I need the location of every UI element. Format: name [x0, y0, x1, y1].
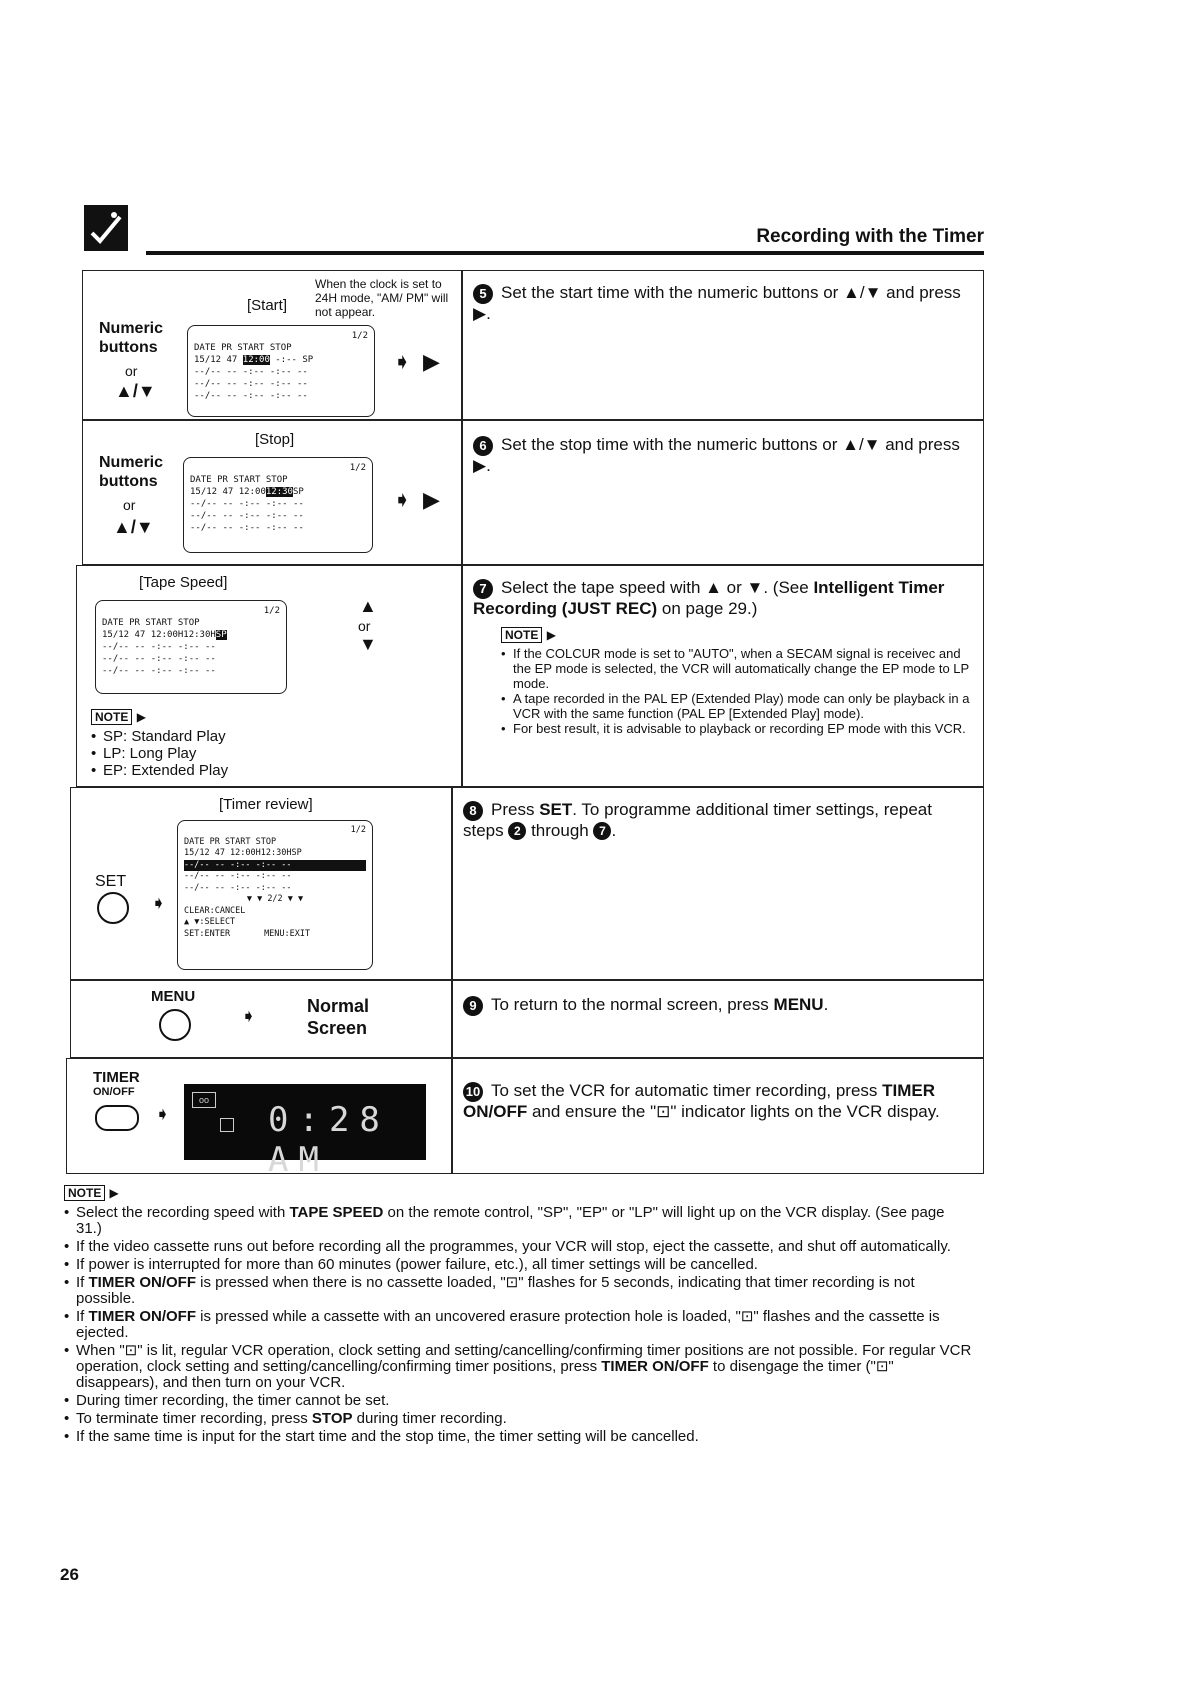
row4-right-cell	[452, 787, 984, 980]
play-arrow-icon: ▶	[423, 487, 440, 512]
section-logo-icon	[84, 205, 128, 251]
screen-pager: ▼ ▼ 2/2 ▼ ▼	[246, 894, 304, 904]
numeric-buttons-label: Numeric buttons	[99, 454, 164, 490]
screen-row: 15/12 47 12:00 -:-- SP	[194, 355, 314, 365]
row4-left-cell	[70, 787, 452, 980]
stop-screen	[183, 457, 373, 553]
screen-header: DATE PR START STOP	[190, 475, 288, 485]
screen-row: --/-- -- -:-- -:-- --	[184, 882, 292, 893]
screen-help: CLEAR:CANCEL	[184, 905, 246, 916]
next-arrow-icon: ➧	[393, 349, 412, 374]
start-screen	[187, 325, 375, 417]
bottom-notes	[64, 1185, 974, 1447]
row5-left-cell	[70, 980, 452, 1058]
list-item: • If the same time is input for the start time and the stop time, the timer setting will be cancelled.	[64, 1429, 974, 1445]
screen-header: DATE PR START STOP	[102, 618, 200, 628]
screen-page: 1/2	[350, 825, 366, 835]
menu-button[interactable]	[159, 1009, 191, 1041]
next-arrow-icon: ➧	[393, 487, 412, 512]
row1-right-cell	[462, 270, 984, 420]
header-rule	[146, 251, 984, 255]
tape-speed-label: [Tape Speed]	[139, 574, 228, 591]
note-badge: NOTE ▶	[64, 1185, 974, 1201]
list-item: • If TIMER ON/OFF is pressed while a cassette with an uncovered erasure protection hole is loaded, "⊡" flashes and the cassette is ejected.	[64, 1309, 974, 1341]
screen-row-selected: --/-- -- -:-- -:-- --	[184, 860, 366, 872]
step-9-text: 9 To return to the normal screen, press MENU.	[463, 995, 973, 1016]
screen-row: --/-- -- -:-- -:-- --	[102, 666, 216, 676]
list-item: • A tape recorded in the PAL EP (Extended Play) mode can only be playback in a VCR with the same function (PAL EP [Extended Play] mode).	[501, 691, 971, 721]
list-item: • SP: Standard Play	[91, 728, 228, 745]
screen-help: SET:ENTER MENU:EXIT	[184, 928, 311, 939]
page-number: 26	[60, 1565, 79, 1584]
row2-right-cell	[462, 420, 984, 565]
screen-help: ▲ ▼:SELECT	[184, 917, 236, 927]
screen-row: 15/12 47 12:0012:30SP	[190, 487, 304, 497]
or-label: or	[123, 497, 136, 513]
clock-note: When the clock is set to 24H mode, "AM/ PM" will not appear.	[315, 277, 449, 319]
screen-row: --/-- -- -:-- -:-- --	[102, 654, 216, 664]
row1-left-cell	[82, 270, 462, 420]
play-arrow-icon: ▶	[423, 349, 440, 374]
tape-speed-screen	[95, 600, 287, 694]
row5-right-cell	[452, 980, 984, 1058]
normal-screen-label: Normal Screen	[307, 996, 370, 1038]
list-item: • During timer recording, the timer cannot be set.	[64, 1393, 974, 1409]
screen-page: 1/2	[349, 463, 366, 473]
screen-row: 15/12 47 12:00H12:30HSP	[184, 848, 302, 858]
step-7-text: 7 Select the tape speed with ▲ or ▼. (See Intelligent Timer Recording (JUST REC) on page 29.)	[473, 578, 945, 618]
numeric-buttons-label: Numeric buttons	[99, 320, 164, 356]
screen-row: 15/12 47 12:00H12:30HSP	[102, 630, 227, 640]
timer-onoff-label: TIMER ON/OFF	[93, 1069, 140, 1098]
screen-page: 1/2	[351, 331, 368, 341]
screen-row: --/-- -- -:-- -:-- --	[190, 511, 304, 521]
colour-notes	[501, 646, 971, 736]
next-arrow-icon: ➧	[155, 1104, 171, 1124]
note-arrow-icon: ▶	[546, 628, 557, 642]
list-item: • If power is interrupted for more than 60 minutes (power failure, etc.), all timer settings will be cancelled.	[64, 1257, 974, 1273]
step-6-text: 6 Set the stop time with the numeric buttons or ▲/▼ and press ▶.	[473, 435, 960, 475]
list-item: • If the COLCUR mode is set to "AUTO", when a SECAM signal is receivec and the EP mode is selected, the VCR will automatically change the EP mode to LP mode.	[501, 646, 971, 691]
list-item: • For best result, it is advisable to playback or recording EP mode with this VCR.	[501, 721, 971, 736]
timer-onoff-button[interactable]	[95, 1105, 139, 1131]
screen-row: --/-- -- -:-- -:-- --	[194, 391, 308, 401]
stop-label: [Stop]	[255, 431, 295, 448]
row3-right-cell	[462, 565, 984, 787]
down-arrow-icon: ▼	[359, 634, 377, 654]
screen-row: --/-- -- -:-- -:-- --	[194, 379, 308, 389]
start-label: [Start]	[247, 297, 288, 314]
or-label: or	[125, 363, 138, 379]
list-item: • If the video cassette runs out before recording all the programmes, your VCR will stop, eject the cassette, and shut off automatically.	[64, 1239, 974, 1255]
screen-row: --/-- -- -:-- -:-- --	[102, 642, 216, 652]
screen-row: --/-- -- -:-- -:-- --	[194, 367, 308, 377]
screen-header: DATE PR START STOP	[194, 343, 292, 353]
set-label: SET	[95, 873, 127, 890]
list-item: • To terminate timer recording, press STOP during timer recording.	[64, 1411, 974, 1427]
list-item: • LP: Long Play	[91, 745, 228, 762]
screen-row: --/-- -- -:-- -:-- --	[190, 523, 304, 533]
row2-left-cell	[82, 420, 462, 565]
timer-review-label: [Timer review]	[219, 796, 313, 813]
menu-label: MENU	[151, 988, 196, 1005]
up-arrow-icon: ▲	[359, 596, 377, 616]
timer-indicator-icon	[220, 1118, 234, 1132]
list-item: • When "⊡" is lit, regular VCR operation, clock setting and setting/cancelling/confirming timer positions are not possible. For regular VCR operation, clock setting and setting/cancelling/confirming timer positions, press TIMER ON/OFF to disengage the timer ("⊡" disappears), and then turn on your VCR.	[64, 1343, 974, 1391]
up-down-arrows-icon: ▲/▼	[115, 381, 156, 401]
list-item: • Select the recording speed with TAPE SPEED on the remote control, "SP", "EP" or "LP" will light up on the VCR display. (See page 31.)	[64, 1205, 974, 1237]
screen-page: 1/2	[263, 606, 280, 616]
notes-list	[64, 1205, 974, 1445]
vcr-time-readout: 0:28 AM	[268, 1100, 390, 1180]
up-down-arrows-icon: ▲/▼	[113, 517, 154, 537]
screen-row: --/-- -- -:-- -:-- --	[184, 871, 292, 881]
screen-header: DATE PR START STOP	[184, 836, 277, 847]
page-title: Recording with the Timer	[756, 226, 984, 247]
note-arrow-icon: ▶	[136, 710, 147, 724]
timer-review-screen	[177, 820, 373, 970]
step-5-text: 5 Set the start time with the numeric buttons or ▲/▼ and press ▶.	[473, 283, 961, 323]
cassette-icon: oo	[192, 1092, 216, 1108]
next-arrow-icon: ➧	[151, 893, 167, 913]
note-badge: NOTE ▶	[91, 708, 146, 726]
row3-left-cell	[76, 565, 462, 787]
row6-right-cell	[452, 1058, 984, 1174]
screen-row: --/-- -- -:-- -:-- --	[190, 499, 304, 509]
list-item: • If TIMER ON/OFF is pressed when there is no cassette loaded, "⊡" flashes for 5 seconds, indicating that timer recording is not possible.	[64, 1275, 974, 1307]
set-button[interactable]	[97, 892, 129, 924]
note-badge: NOTE ▶	[501, 626, 556, 644]
vcr-display	[184, 1084, 426, 1180]
next-arrow-icon: ➧	[241, 1006, 257, 1026]
note-arrow-icon: ▶	[109, 1186, 119, 1200]
speed-notes	[91, 728, 228, 779]
step-10-text: 10 To set the VCR for automatic timer recording, press TIMER ON/OFF and ensure the "⊡" indicator lights on the VCR dispay.	[463, 1081, 940, 1121]
list-item: • EP: Extended Play	[91, 762, 228, 779]
step-8-text: 8 Press SET. To programme additional timer settings, repeat steps 2 through 7 .	[463, 800, 932, 840]
or-label: or	[358, 618, 371, 634]
